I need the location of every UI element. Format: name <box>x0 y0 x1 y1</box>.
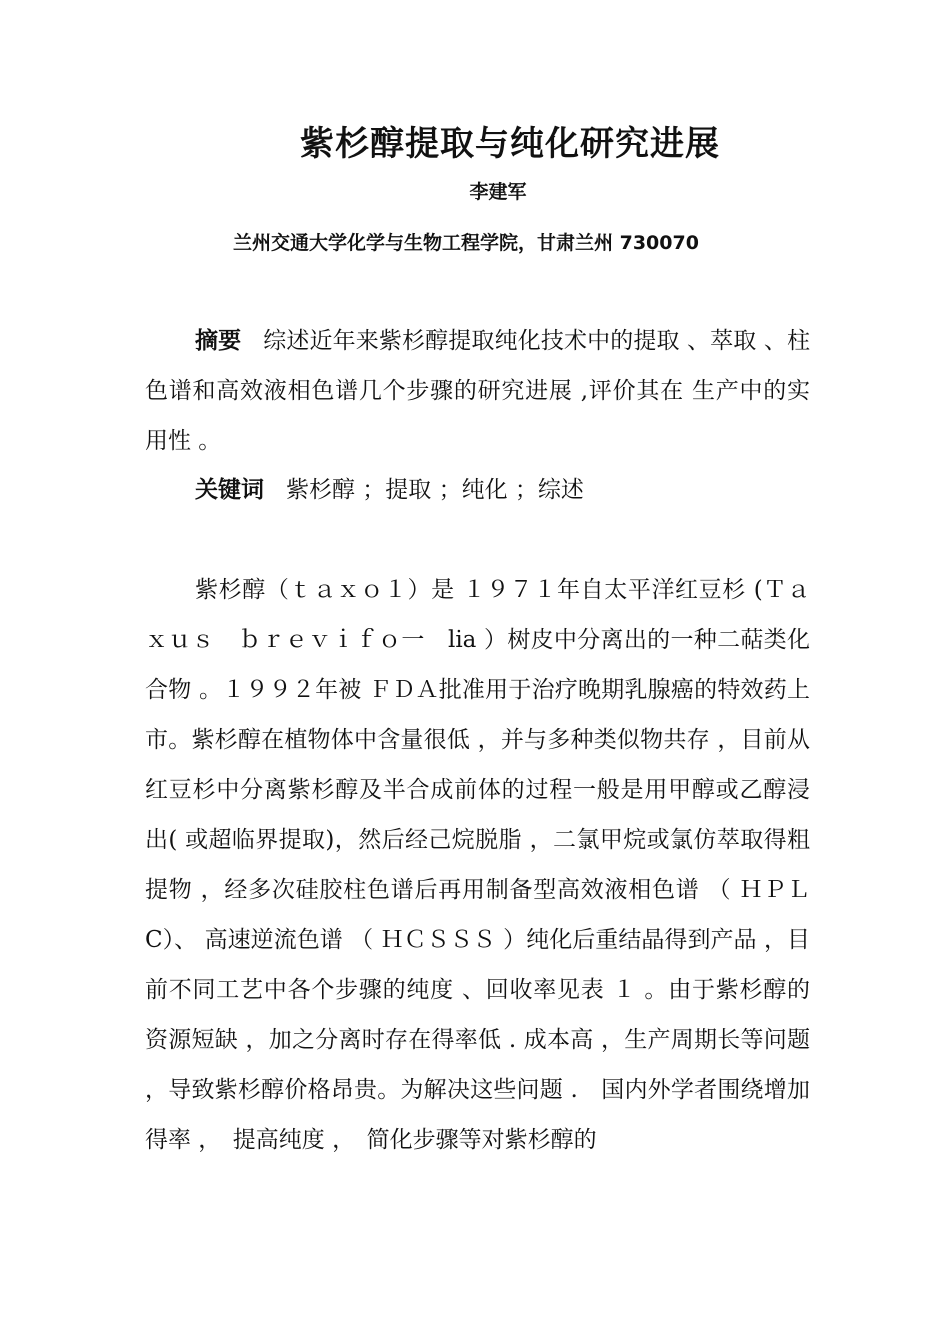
author-name: 李建军 <box>469 181 527 203</box>
author-affiliation: 兰州交通大学化学与生物工程学院，甘肃兰州 730070 <box>233 232 699 254</box>
abstract-text: 综述近年来紫杉醇提取纯化技术中的提取 、萃取 、柱色谱和高效液相色谱几个步骤的研究进展 ,评价其在 生产中的实用性 。 <box>145 328 811 454</box>
keywords-section <box>145 465 810 515</box>
paper-title: 紫杉醇提取与纯化研究进展 <box>300 124 720 164</box>
body-paragraph: 紫杉醇（ｔａｘｏ１）是 １９７１年自太平洋红豆杉 (Ｔａｘｕｓ ｂｒｅｖｉｆｏ一 lia ）树皮中分离出的一种二萜类化合物 。１９９２年被 ＦＤＡ批准用于治疗晚期乳腺癌的特效药上市。紫杉醇在植物体中含量很低 ，并与多种类似物共存 ，目前从红豆杉中分离紫杉醇及半合成前体的过程一般是用甲醇或乙醇浸出( 或超临界提取)，然后经己烷脱脂 ，二氯甲烷或氯仿萃取得粗提物 ，经多次硅胶柱色谱后再用制备型高效液相色谱 （ ＨＰＬC）、 高速逆流色谱 （ ＨＣＳＳＳ ）纯化后重结晶得到产品 ，目前不同工艺中各个步骤的纯度 、回收率见表 １ 。由于紫杉醇的资源短缺 ，加之分离时存在得率低 . 成本高 ，生产周期长等问题 ，导致紫杉醇价格昂贵。为解决这些问题 . 国内外学者围绕增加得率 ， 提高纯度 ， 简化步骤等对紫杉醇的 <box>145 577 810 1153</box>
abstract-section <box>145 316 810 466</box>
keywords-text: 紫杉醇 ；提取 ；纯化 ；综述 <box>286 477 584 503</box>
abstract-label: 摘要 <box>195 327 242 354</box>
keywords-label: 关键词 <box>195 476 264 503</box>
